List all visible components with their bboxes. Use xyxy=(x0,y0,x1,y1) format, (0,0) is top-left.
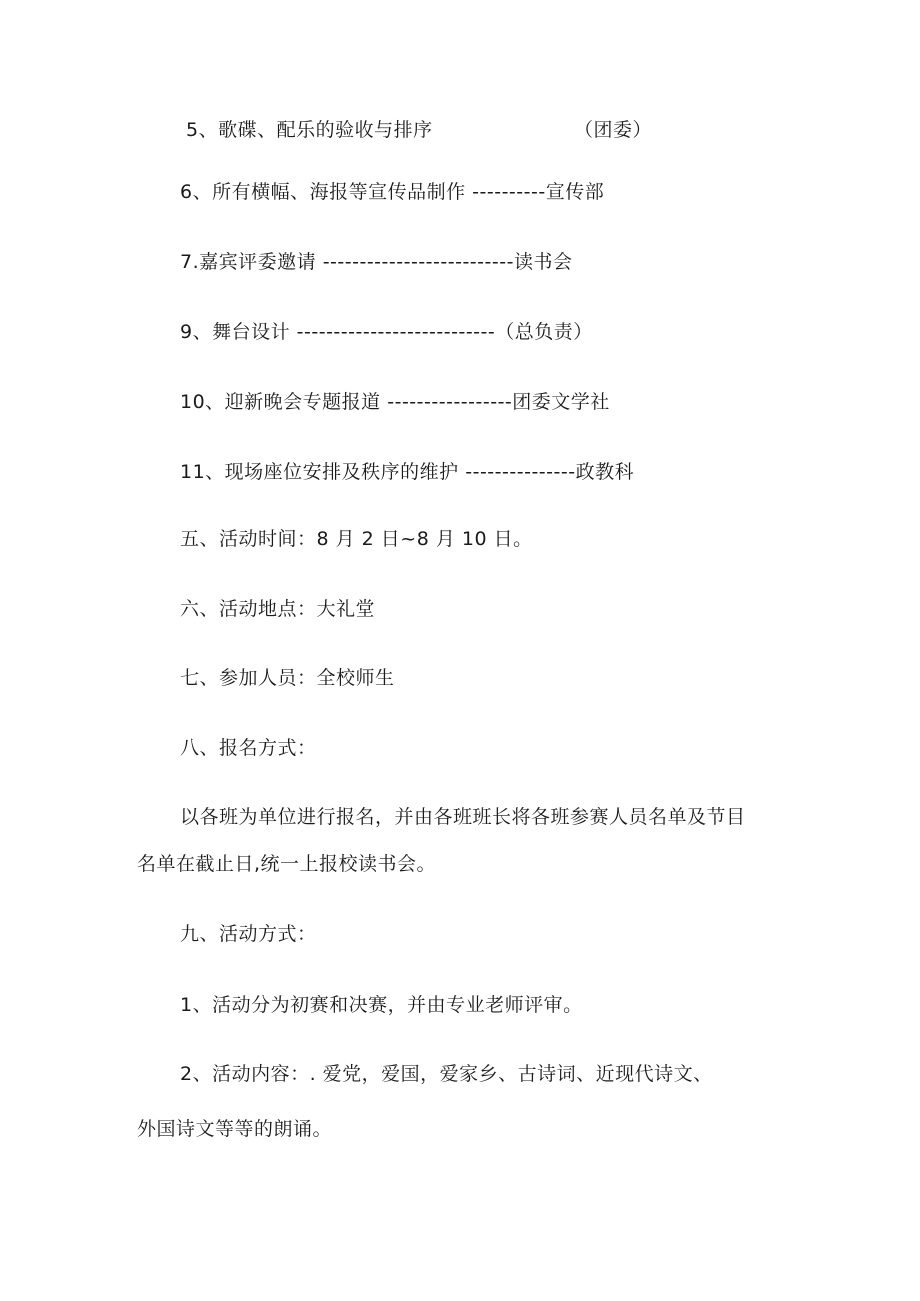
task-owner: 读书会 xyxy=(513,251,573,273)
task-dashes: ---------- xyxy=(472,181,546,203)
task-item: 7.嘉宾评委邀请 xyxy=(180,251,317,273)
task-line-9 xyxy=(180,320,593,344)
task-item: 9、舞台设计 xyxy=(180,321,291,343)
task-item: 10、迎新晚会专题报道 xyxy=(180,391,381,413)
section-method-item-2-line-2: 外国诗文等等的朗诵。 xyxy=(137,1118,333,1140)
section-method-heading: 九、活动方式： xyxy=(180,923,317,945)
task-line-7 xyxy=(180,250,572,274)
task-line-10 xyxy=(180,390,610,414)
section-method-item-1: 1、活动分为初赛和决赛，并由专业老师评审。 xyxy=(180,994,583,1016)
section-participants: 七、参加人员：全校师生 xyxy=(180,667,395,689)
task-owner: 宣传部 xyxy=(545,181,605,203)
section-signup-body-1: 以各班为单位进行报名，并由各班班长将各班参赛人员名单及节目 xyxy=(180,806,746,828)
task-line-11 xyxy=(180,460,634,484)
task-dashes: --------------------------- xyxy=(296,321,496,343)
section-place: 六、活动地点：大礼堂 xyxy=(180,598,376,620)
task-line-6 xyxy=(180,180,604,204)
section-signup-body-2: 名单在截止日,统一上报校读书会。 xyxy=(137,853,437,875)
task-owner: 政教科 xyxy=(575,461,635,483)
task-dashes: ----------------- xyxy=(387,391,513,413)
task-owner: 团委文学社 xyxy=(512,391,610,413)
task-item: 11、现场座位安排及秩序的维护 xyxy=(180,461,459,483)
task-item: 5、歌碟、配乐的验收与排序 xyxy=(186,119,433,141)
section-method-item-2-line-1: 2、活动内容：. 爱党，爱国，爱家乡、古诗词、近现代诗文、 xyxy=(180,1063,713,1085)
section-signup-heading: 八、报名方式： xyxy=(180,737,317,759)
task-dashes: -------------------------- xyxy=(322,251,514,273)
task-line-5 xyxy=(186,118,653,142)
task-owner: （总负责） xyxy=(495,321,593,343)
task-item: 6、所有横幅、海报等宣传品制作 xyxy=(180,181,466,203)
section-time: 五、活动时间：8 月 2 日~8 月 10 日。 xyxy=(180,528,533,550)
task-owner: （团委） xyxy=(574,119,653,141)
task-dashes: --------------- xyxy=(465,461,576,483)
